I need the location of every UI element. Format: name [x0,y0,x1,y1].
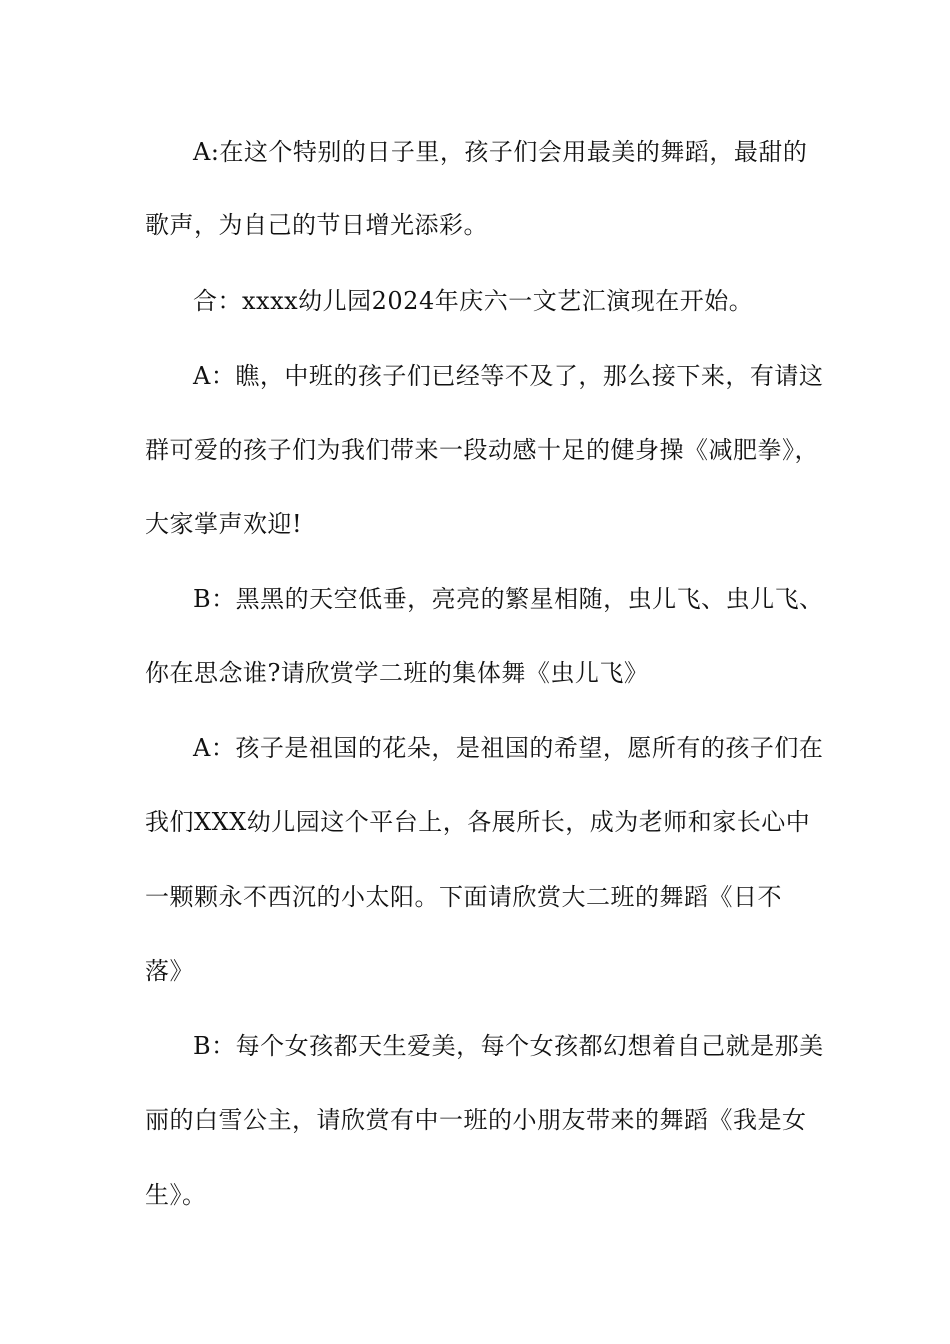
text-line-2: 歌声，为自己的节日增光添彩。 [145,211,488,239]
text-line-7: B：黑黑的天空低垂，亮亮的繁星相随，虫儿飞、虫儿飞、 [193,585,824,613]
text-line-4: A：瞧，中班的孩子们已经等不及了，那么接下来，有请这 [193,362,824,390]
text-line-14: 丽的白雪公主，请欣赏有中一班的小朋友带来的舞蹈《我是女 [145,1106,807,1134]
text-line-13: B：每个女孩都天生爱美，每个女孩都幻想着自己就是那美 [193,1032,824,1060]
text-line-12: 落》 [145,957,194,985]
text-line-9: A：孩子是祖国的花朵，是祖国的希望，愿所有的孩子们在 [193,734,824,762]
text-line-1: A:在这个特别的日子里，孩子们会用最美的舞蹈，最甜的 [193,138,808,166]
text-line-6: 大家掌声欢迎! [145,510,303,538]
text-line-15: 生》。 [145,1181,207,1209]
text-line-5: 群可爱的孩子们为我们带来一段动感十足的健身操《减肥拳》， [145,436,819,464]
text-line-11: 一颗颗永不西沉的小太阳。下面请欣赏大二班的舞蹈《日不 [145,883,782,911]
text-line-10: 我们XXX幼儿园这个平台上，各展所长，成为老师和家长心中 [145,808,811,836]
text-line-8: 你在思念谁?请欣赏学二班的集体舞《虫儿飞》 [145,659,649,687]
text-line-3: 合：xxxx幼儿园2024年庆六一文艺汇演现在开始。 [193,287,754,315]
